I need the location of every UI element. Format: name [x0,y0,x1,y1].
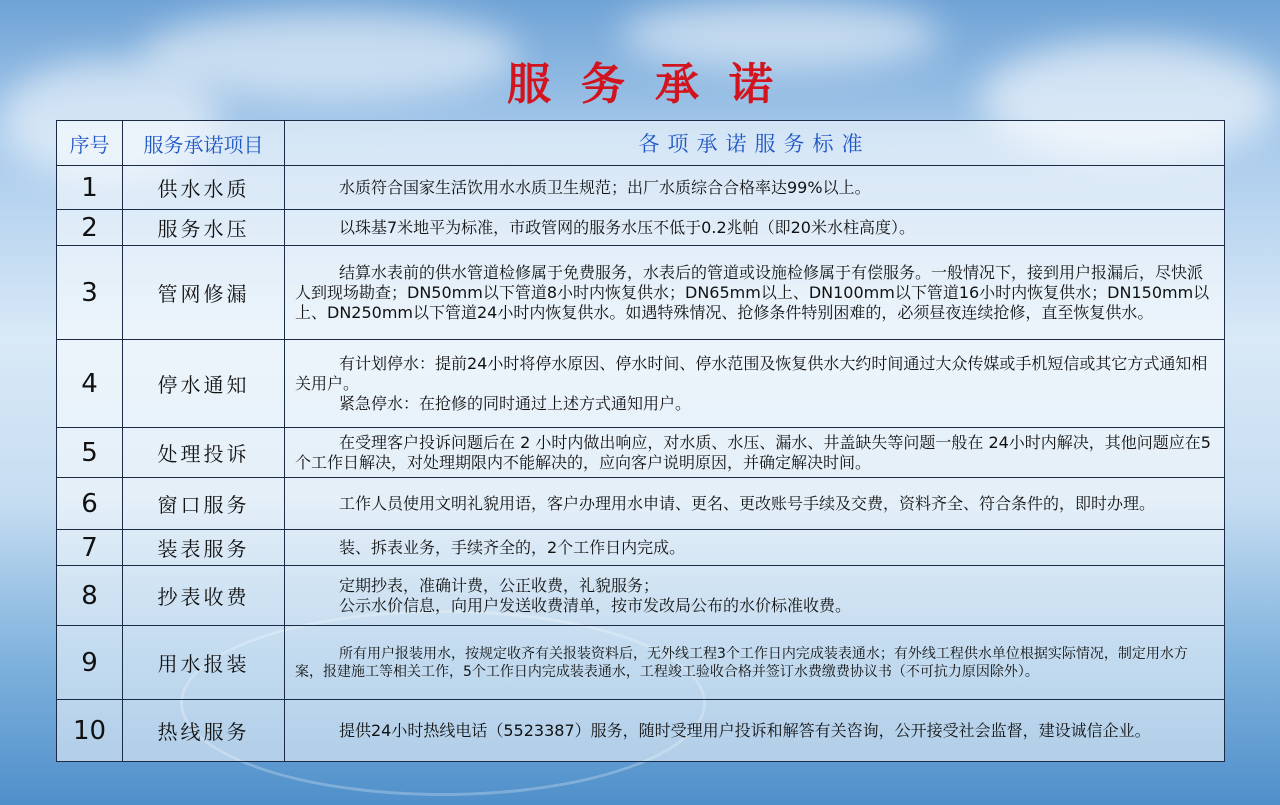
row-index: 6 [57,478,123,530]
table-row [57,340,1225,428]
header-item: 服务承诺项目 [123,121,285,166]
service-commitment-table [56,120,1225,762]
table-row [57,210,1225,246]
row-index: 2 [57,210,123,246]
row-index: 9 [57,626,123,700]
page-title: 服务承诺 [507,59,803,110]
row-item: 停水通知 [123,340,285,428]
table-row [57,530,1225,566]
standard-text: 提供24小时热线电话（5523387）服务，随时受理用户投诉和解答有关咨询，公开接受社会监督，建设诚信企业。 [339,720,1151,740]
standard-text: 工作人员使用文明礼貌用语，客户办理用水申请、更名、更改账号手续及交费，资料齐全、符合条件的，即时办理。 [339,493,1156,513]
row-standard [285,210,1225,246]
standard-text: 装、拆表业务，手续齐全的，2个工作日内完成。 [339,537,686,557]
standard-text: 以珠基7米地平为标准，市政管网的服务水压不低于0.2兆帕（即20米水柱高度）。 [339,217,915,237]
standard-text: 定期抄表，准确计费，公正收费，礼貌服务； [339,575,660,595]
table-row [57,428,1225,478]
row-item: 窗口服务 [123,478,285,530]
row-standard [285,166,1225,210]
table-row [57,246,1225,340]
standard-text: 紧急停水：在抢修的同时通过上述方式通知用户。 [339,393,692,413]
row-index: 5 [57,428,123,478]
row-item: 服务水压 [123,210,285,246]
row-index: 3 [57,246,123,340]
row-item: 装表服务 [123,530,285,566]
row-standard [285,246,1225,340]
table-row [57,166,1225,210]
row-item: 处理投诉 [123,428,285,478]
standard-text: 在受理客户投诉问题后在 2 小时内做出响应，对水质、水压、漏水、井盖缺失等问题一般在 24小时内解决，其他问题应在5个工作日解决，对处理期限内不能解决的，应向客户说明原因，并确定解决时间。 [295,432,1211,472]
row-item: 供水水质 [123,166,285,210]
table-row [57,626,1225,700]
table-row [57,566,1225,626]
row-index: 10 [57,700,123,762]
row-index: 4 [57,340,123,428]
row-standard [285,626,1225,700]
row-index: 8 [57,566,123,626]
row-standard [285,700,1225,762]
table-row [57,478,1225,530]
row-item: 热线服务 [123,700,285,762]
header-standard: 各项承诺服务标准 [285,121,1225,166]
standard-text: 有计划停水：提前24小时将停水原因、停水时间、停水范围及恢复供水大约时间通过大众传媒或手机短信或其它方式通知相关用户。 [295,353,1208,393]
row-item: 用水报装 [123,626,285,700]
row-standard [285,340,1225,428]
row-standard [285,428,1225,478]
row-item: 管网修漏 [123,246,285,340]
table-header-row [57,121,1225,166]
row-index: 1 [57,166,123,210]
row-index: 7 [57,530,123,566]
row-standard [285,566,1225,626]
standard-text: 结算水表前的供水管道检修属于免费服务，水表后的管道或设施检修属于有偿服务。一般情况下，接到用户报漏后，尽快派人到现场勘查；DN50mm以下管道8小时内恢复供水；DN65mm以上、DN100mm以下管道16小时内恢复供水；DN150mm以上、DN250mm以下管道24小时内恢复供水。如遇特殊情况、抢修条件特别困难的，必须昼夜连续抢修，直至恢复供水。 [295,262,1210,322]
row-standard [285,530,1225,566]
standard-text: 水质符合国家生活饮用水水质卫生规范；出厂水质综合合格率达99%以上。 [339,177,871,197]
row-standard [285,478,1225,530]
row-item: 抄表收费 [123,566,285,626]
table-row [57,700,1225,762]
standard-text: 所有用户报装用水，按规定收齐有关报装资料后，无外线工程3个工作日内完成装表通水；有外线工程供水单位根据实际情况，制定用水方案，报建施工等相关工作，5个工作日内完成装表通水，工程竣工验收合格并签订水费缴费协议书（不可抗力原因除外）。 [295,645,1188,680]
standard-text: 公示水价信息，向用户发送收费清单，按市发改局公布的水价标准收费。 [339,595,852,615]
header-index: 序号 [57,121,123,166]
